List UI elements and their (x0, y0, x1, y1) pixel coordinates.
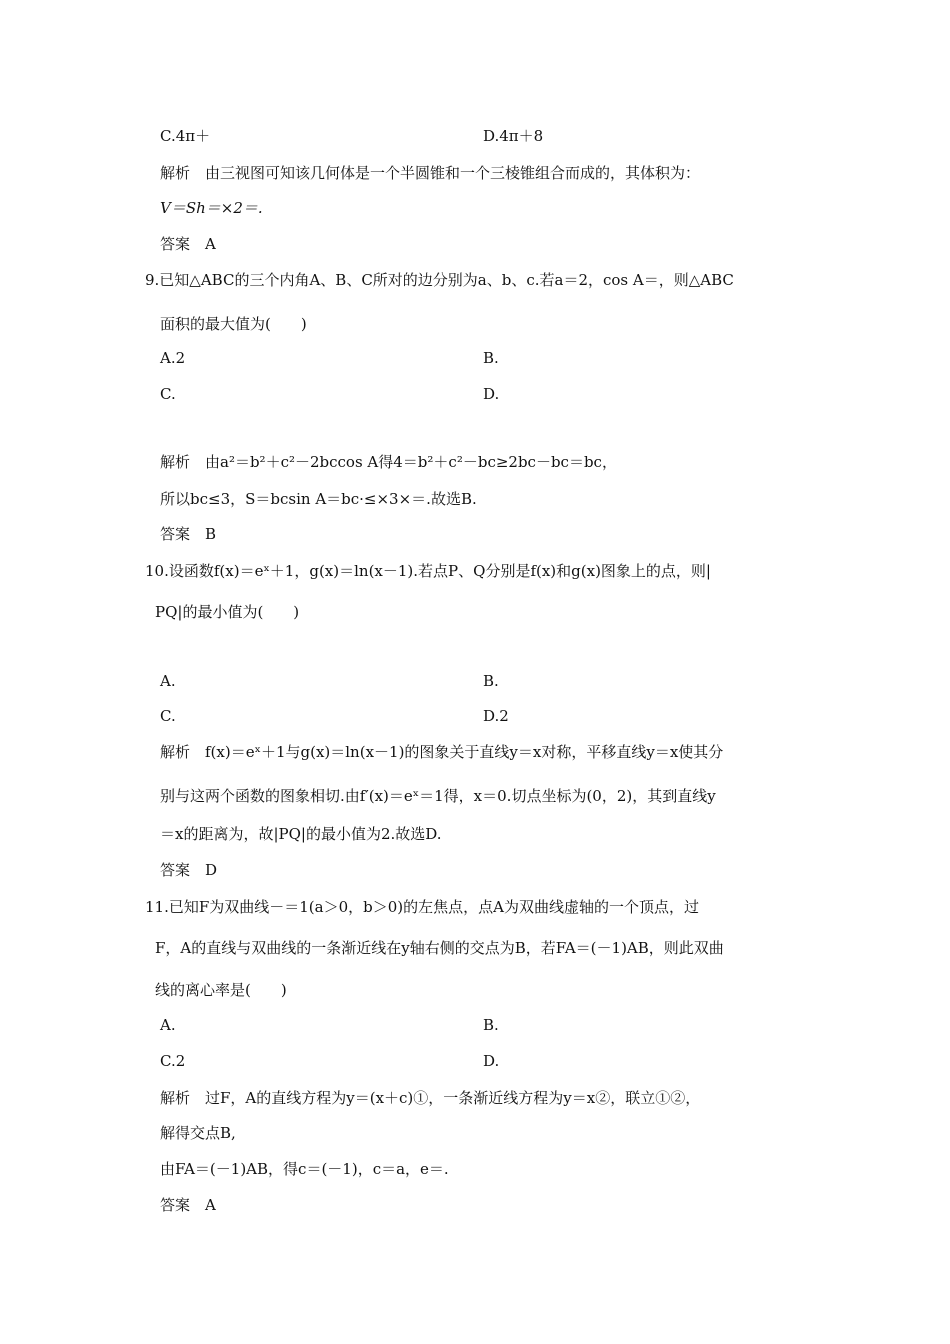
solution-q9-cont: 所以bc≤3，S＝bcsin A＝bc·≤×3×＝.故选B. (160, 490, 477, 508)
solution-q10: 解析 f(x)＝eˣ＋1与g(x)＝ln(x－1)的图象关于直线y＝x对称，平移直线y＝x使其分 (160, 743, 724, 761)
solution-q8: 解析 由三视图可知该几何体是一个半圆锥和一个三棱锥组合而成的，其体积为： (160, 164, 701, 182)
option-b-q11: B. (483, 1016, 499, 1034)
option-c-q9: C. (160, 385, 176, 403)
option-a-q10: A. (160, 672, 176, 690)
question-9-cont: 面积的最大值为( ) (160, 315, 307, 333)
option-b-q10: B. (483, 672, 499, 690)
question-9: 9.已知△ABC的三个内角A、B、C所对的边分别为a、b、c.若a＝2，cos A＝，则△ABC (145, 271, 734, 289)
question-11-cont: F，A的直线与双曲线的一条渐近线在y轴右侧的交点为B，若FA＝(－1)AB，则此双曲 (155, 939, 724, 957)
solution-q8-cont: V＝Sh＝×2＝. (160, 199, 263, 217)
option-c-q8: C.4π＋ (160, 127, 211, 145)
answer-q10: 答案 D (160, 861, 218, 879)
solution-q11-cont2: 由FA＝(－1)AB，得c＝(－1)，c＝a，e＝. (160, 1160, 449, 1178)
option-d-q8: D.4π＋8 (483, 127, 544, 145)
question-10-cont: PQ|的最小值为( ) (155, 603, 300, 621)
answer-q9: 答案 B (160, 525, 217, 543)
option-a-q9: A.2 (160, 349, 186, 367)
solution-q11-cont: 解得交点B, (160, 1124, 236, 1142)
solution-q10-cont: 别与这两个函数的图象相切.由f′(x)＝eˣ＝1得，x＝0.切点坐标为(0，2)，其到直线y (160, 787, 716, 805)
option-d-q10: D.2 (483, 707, 509, 725)
solution-q10-cont2: ＝x的距离为，故|PQ|的最小值为2.故选D. (160, 825, 442, 843)
option-d-q11: D. (483, 1052, 500, 1070)
option-c-q10: C. (160, 707, 176, 725)
solution-q9: 解析 由a²＝b²＋c²－2bccos A得4＝b²＋c²－bc≥2bc－bc＝bc， (160, 453, 617, 471)
option-b-q9: B. (483, 349, 499, 367)
question-10: 10.设函数f(x)＝eˣ＋1，g(x)＝ln(x－1).若点P、Q分别是f(x)和g(x)图象上的点，则| (145, 562, 711, 580)
question-11: 11.已知F为双曲线－＝1(a＞0，b＞0)的左焦点，点A为双曲线虚轴的一个顶点，过 (145, 898, 699, 916)
answer-q11: 答案 A (160, 1196, 216, 1214)
solution-q11: 解析 过F，A的直线方程为y＝(x＋c)①，一条渐近线方程为y＝x②，联立①②， (160, 1089, 701, 1107)
option-c-q11: C.2 (160, 1052, 186, 1070)
option-d-q9: D. (483, 385, 500, 403)
question-11-cont2: 线的离心率是( ) (155, 981, 287, 999)
option-a-q11: A. (160, 1016, 176, 1034)
answer-q8: 答案 A (160, 235, 216, 253)
